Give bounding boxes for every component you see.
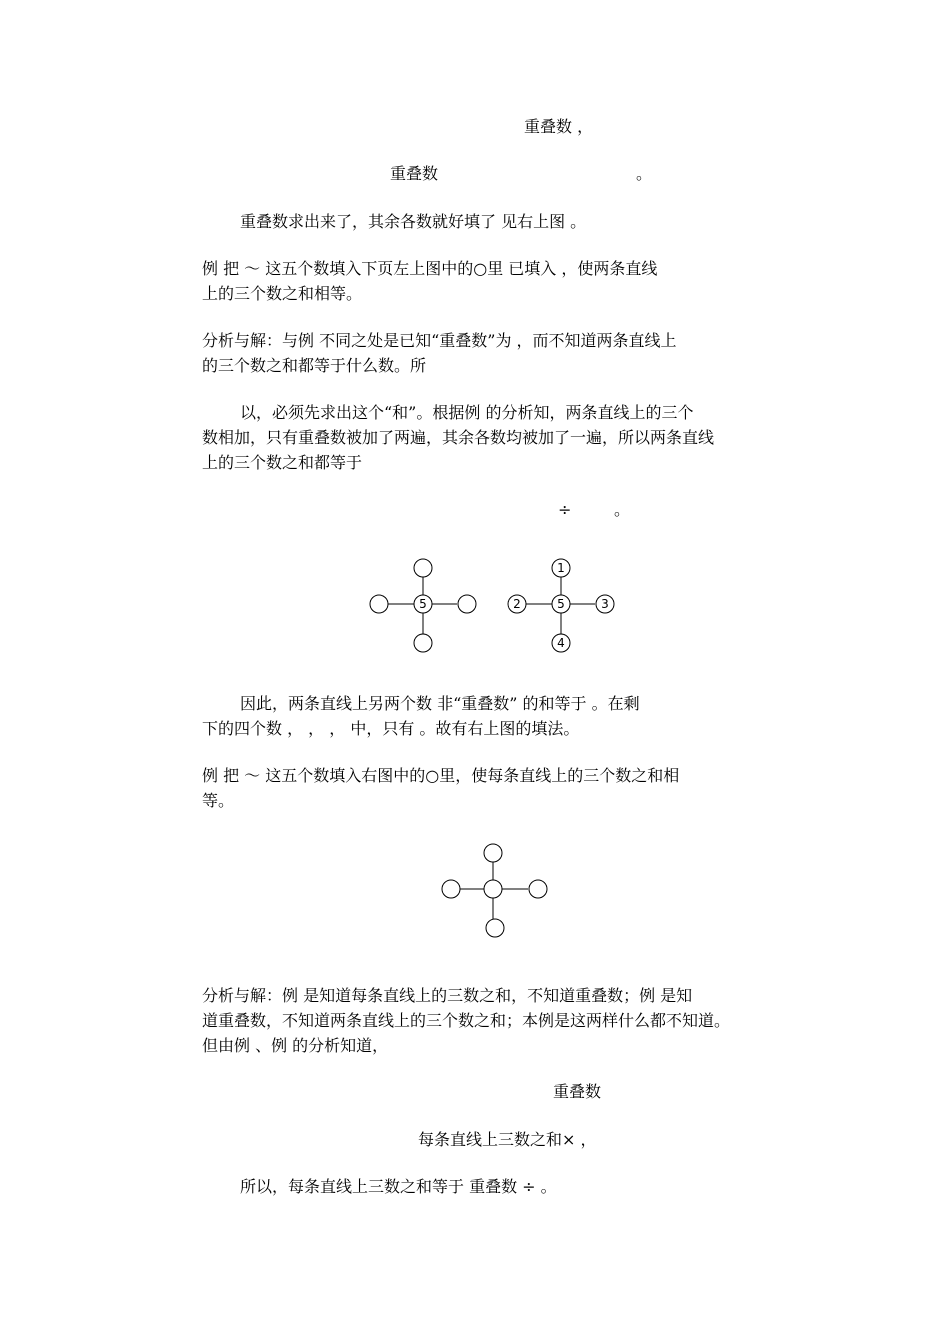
example-1-line: 例 把 ～ 这五个数填入下页左上图中的○里 已填入 ，使两条直线 — [202, 259, 658, 278]
example-1-line: 上的三个数之和相等。 — [202, 284, 363, 303]
right-number: 3 — [601, 597, 609, 611]
analysis-line: 以，必须先求出这个“和”。根据例 的分析知，两条直线上的三个 — [240, 403, 694, 422]
bottom-circle — [414, 634, 432, 652]
analysis-line: 数相加，只有重叠数被加了两遍，其余各数均被加了一遍，所以两条直线 — [202, 428, 715, 447]
left-circle — [442, 880, 460, 898]
formula-line: 所以，每条直线上三数之和等于 重叠数 ÷ 。 — [240, 1177, 557, 1196]
center-circle — [484, 880, 502, 898]
text-line: 重叠数 — [390, 164, 439, 183]
left-circle — [370, 595, 388, 613]
formula-line: 重叠数 — [553, 1082, 602, 1101]
top-circle — [484, 844, 502, 862]
cross-figure-right — [503, 552, 623, 656]
left-number: 2 — [513, 597, 521, 611]
text-line: 重叠数 ， — [524, 117, 594, 136]
example-2-line: 等。 — [202, 791, 235, 810]
center-number: 5 — [557, 597, 565, 611]
text-line: 重叠数求出来了，其余各数就好填了 见右上图 。 — [240, 212, 587, 231]
example-2-line: 例 把 ～ 这五个数填入右图中的○里，使每条直线上的三个数之和相 — [202, 766, 680, 785]
analysis-line: 但由例 、例 的分析知道， — [202, 1036, 389, 1055]
text-line: 。 — [636, 164, 653, 183]
analysis-line: 的三个数之和都等于什么数。所 — [202, 356, 427, 375]
conclusion-line: 下的四个数 ， ， ， 中，只有 。故有右上图的填法。 — [202, 719, 580, 738]
analysis-line: 道重叠数，不知道两条直线上的三个数之和；本例是这两样什么都不知道。 — [202, 1011, 731, 1030]
cross-figure-left — [365, 552, 485, 656]
bottom-circle — [486, 919, 504, 937]
analysis-line: 分析与解：与例 不同之处是已知“重叠数”为 ，而不知道两条直线上 — [202, 331, 677, 350]
formula-line: 每条直线上三数之和× ， — [418, 1130, 597, 1149]
formula-part: ÷ — [558, 500, 572, 519]
right-circle — [458, 595, 476, 613]
analysis-line: 上的三个数之和都等于 — [202, 453, 363, 472]
formula-part: 。 — [614, 500, 631, 519]
right-circle — [529, 880, 547, 898]
conclusion-line: 因此，两条直线上另两个数 非“重叠数” 的和等于 。在剩 — [240, 694, 640, 713]
center-number: 5 — [419, 597, 427, 611]
top-circle — [414, 559, 432, 577]
bottom-number: 4 — [557, 636, 565, 650]
cross-figure-example-2 — [438, 842, 558, 946]
top-number: 1 — [557, 561, 565, 575]
analysis-line: 分析与解：例 是知道每条直线上的三数之和，不知道重叠数；例 是知 — [202, 986, 693, 1005]
